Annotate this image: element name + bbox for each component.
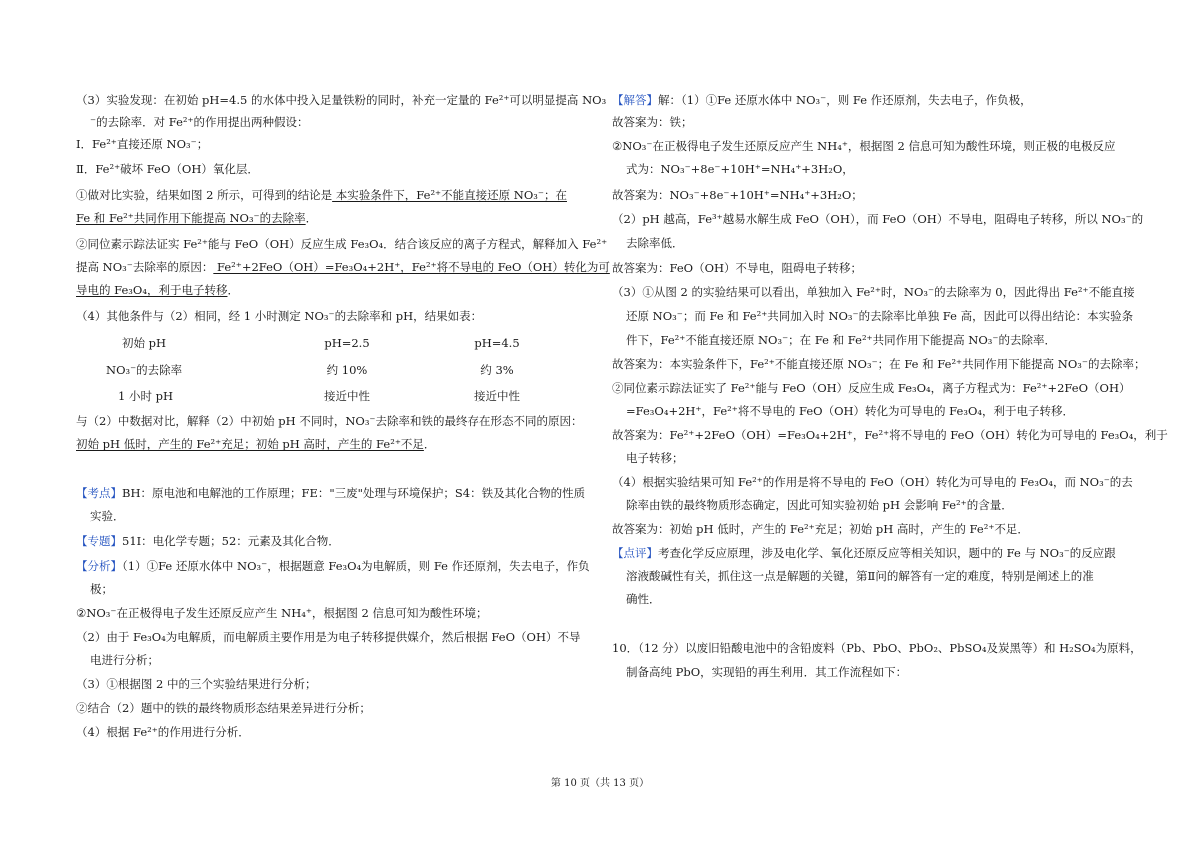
text-line: （3）①根据图 2 中的三个实验结果进行分析； bbox=[76, 677, 317, 691]
zhuanti-tag: 【专题】 bbox=[76, 534, 122, 548]
table-cell: 约 3% bbox=[480, 362, 514, 377]
fenxi-line bbox=[76, 558, 590, 574]
text-line: 故答案为：FeO（OH）不导电，阻碍电子转移； bbox=[612, 261, 863, 275]
answer-underlined: 初始 pH 低时，产生的 Fe²⁺充足；初始 pH 高时，产生的 Fe²⁺不足 bbox=[76, 437, 424, 451]
text-line: 实验． bbox=[90, 509, 125, 523]
text-line: （4）根据 Fe²⁺的作用进行分析． bbox=[76, 725, 250, 739]
zhuanti-line bbox=[76, 533, 340, 549]
table-cell: 约 10% bbox=[326, 362, 368, 377]
text-line: 故答案为：NO₃⁻+8e⁻+10H⁺=NH₄⁺+3H₂O； bbox=[612, 188, 863, 202]
table-cell: NO₃⁻的去除率 bbox=[106, 362, 183, 377]
dianping-tag: 【点评】 bbox=[612, 546, 658, 560]
kaodian-line bbox=[76, 485, 585, 501]
text-line: ②同位素示踪法证实 Fe²⁺能与 FeO（OH）反应生成 Fe₃O₄．结合该反应的离子方程式，解释加入 Fe²⁺ bbox=[76, 237, 608, 251]
kaodian-tag: 【考点】 bbox=[76, 486, 122, 500]
text-line: 故答案为：本实验条件下，Fe²⁺不能直接还原 NO₃⁻；在 Fe 和 Fe²⁺共同作用下能提高 NO₃⁻的去除率； bbox=[612, 357, 1146, 371]
punctuation: ． bbox=[227, 283, 239, 297]
dianping-text: 考查化学反应原理，涉及电化学、氧化还原反应等相关知识，题中的 Fe 与 NO₃⁻的反应跟 bbox=[658, 546, 1116, 560]
table-cell: 接近中性 bbox=[324, 389, 370, 404]
text-line bbox=[76, 187, 567, 203]
text-line: 极； bbox=[90, 582, 113, 596]
question-text: 提高 NO₃⁻去除率的原因： bbox=[76, 260, 214, 274]
text-line: 与（2）中数据对比，解释（2）中初始 pH 不同时，NO₃⁻去除率和铁的最终存在形态不同的原因： bbox=[76, 414, 583, 428]
text-line: =Fe₃O₄+2H⁺，Fe²⁺将不导电的 FeO（OH）转化为可导电的 Fe₃O₄，利于电子转移． bbox=[626, 404, 1074, 418]
data-table bbox=[96, 330, 572, 410]
text-line: （3）实验发现：在初始 pH=4.5 的水体中投入足量铁粉的同时，补充一定量的 Fe²⁺可以明显提高 NO₃ bbox=[76, 93, 607, 107]
text-line: 件下，Fe²⁺不能直接还原 NO₃⁻；在 Fe 和 Fe²⁺共同作用下能提高 NO₃⁻的去除率． bbox=[626, 333, 1056, 347]
punctuation: ． bbox=[305, 211, 318, 225]
text-line: Ⅱ．Fe²⁺破坏 FeO（OH）氧化层． bbox=[76, 162, 259, 176]
text-line: 还原 NO₃⁻；而 Fe 和 Fe²⁺共同加入时 NO₃⁻的去除率比单独 Fe 高，因此可以得出结论：本实验条 bbox=[626, 309, 1134, 323]
text-line bbox=[76, 210, 317, 226]
question-text: ①做对比实验，结果如图 2 所示，可得到的结论是 bbox=[76, 188, 333, 202]
text-line bbox=[76, 436, 435, 452]
text-line: （4）其他条件与（2）相同，经 1 小时测定 NO₃⁻的去除率和 pH，结果如表： bbox=[76, 309, 483, 323]
text-line: 电子转移； bbox=[626, 451, 684, 465]
fenxi-tag: 【分析】 bbox=[76, 559, 122, 573]
text-line: 式为：NO₃⁻+8e⁻+10H⁺=NH₄⁺+3H₂O， bbox=[626, 162, 854, 176]
question-10-line: 10．（12 分）以废旧铅酸电池中的含铅废料（Pb、PbO、PbO₂、PbSO₄及炭黑等）和 H₂SO₄为原料， bbox=[612, 641, 1142, 655]
jieda-text: 解：（1）①Fe 还原水体中 NO₃⁻，则 Fe 作还原剂，失去电子，作负极， bbox=[658, 93, 1032, 107]
text-line: 制备高纯 PbO，实现铅的再生利用．其工作流程如下： bbox=[626, 665, 908, 679]
text-line: （4）根据实验结果可知 Fe²⁺的作用是将不导电的 FeO（OH）转化为可导电的 Fe₃O₄，而 NO₃⁻的去 bbox=[612, 475, 1133, 489]
text-line: ②NO₃⁻在正极得电子发生还原反应产生 NH₄⁺，根据图 2 信息可知为酸性环境； bbox=[76, 606, 488, 620]
answer-underlined: 导电的 Fe₃O₄，利于电子转移 bbox=[76, 283, 228, 297]
table-row bbox=[96, 330, 572, 357]
table-row bbox=[96, 357, 572, 384]
table-cell: 初始 pH bbox=[122, 336, 167, 351]
text-line: 故答案为：铁； bbox=[612, 115, 693, 129]
table-cell: 1 小时 pH bbox=[118, 389, 174, 404]
punctuation: ． bbox=[423, 437, 436, 451]
table-row bbox=[96, 383, 572, 410]
table-cell: pH=4.5 bbox=[474, 336, 520, 351]
table-cell: pH=2.5 bbox=[324, 336, 370, 351]
page-footer: 第 10 页（共 13 页） bbox=[550, 778, 650, 789]
text-line: （2）pH 越高，Fe³⁺越易水解生成 FeO（OH），而 FeO（OH）不导电，阻碍电子转移，所以 NO₃⁻的 bbox=[612, 212, 1144, 226]
jieda-line bbox=[612, 92, 1032, 108]
text-line: ②同位素示踪法证实了 Fe²⁺能与 FeO（OH）反应生成 Fe₃O₄，离子方程式为：Fe²⁺+2FeO（OH） bbox=[612, 381, 1131, 395]
table-cell: 接近中性 bbox=[474, 389, 520, 404]
text-line: 确性． bbox=[626, 592, 661, 606]
answer-underlined: Fe 和 Fe²⁺共同作用下能提高 NO₃⁻的去除率 bbox=[76, 211, 306, 225]
text-line: ②结合（2）题中的铁的最终物质形态结果差异进行分析； bbox=[76, 701, 371, 715]
text-line: Ⅰ．Fe²⁺直接还原 NO₃⁻； bbox=[76, 137, 209, 151]
dianping-line bbox=[612, 545, 1116, 561]
text-line: 除率由铁的最终物质形态确定，因此可知实验初始 pH 会影响 Fe²⁺的含量． bbox=[626, 498, 1013, 512]
text-line: 去除率低． bbox=[626, 236, 684, 250]
text-line: 溶液酸碱性有关，抓住这一点是解题的关键，第Ⅱ问的解答有一定的难度，特别是阐述上的准 bbox=[626, 569, 1094, 583]
answer-underlined: Fe²⁺+2FeO（OH）=Fe₃O₄+2H⁺，Fe²⁺将不导电的 FeO（OH）转化为可 bbox=[213, 260, 610, 274]
answer-underlined: 本实验条件下，Fe²⁺不能直接还原 NO₃⁻；在 bbox=[332, 188, 567, 202]
text-line bbox=[76, 282, 239, 298]
text-line: 故答案为：Fe²⁺+2FeO（OH）=Fe₃O₄+2H⁺，Fe²⁺将不导电的 FeO（OH）转化为可导电的 Fe₃O₄，利于 bbox=[612, 428, 1168, 442]
fenxi-text: （1）①Fe 还原水体中 NO₃⁻，根据题意 Fe₃O₄为电解质，则 Fe 作还原剂，失去电子，作负 bbox=[122, 559, 590, 573]
jieda-tag: 【解答】 bbox=[612, 93, 658, 107]
kaodian-text: BH：原电池和电解池的工作原理；FE："三废"处理与环境保护；S4：铁及其化合物的性质 bbox=[122, 486, 586, 500]
zhuanti-text: 51I：电化学专题；52：元素及其化合物． bbox=[122, 534, 340, 548]
text-line: ⁻的去除率．对 Fe²⁺的作用提出两种假设： bbox=[90, 115, 309, 129]
text-line: 电进行分析； bbox=[90, 653, 159, 667]
text-line: （3）①从图 2 的实验结果可以看出，单独加入 Fe²⁺时，NO₃⁻的去除率为 0，因此得出 Fe²⁺不能直接 bbox=[612, 285, 1135, 299]
text-line: 故答案为：初始 pH 低时，产生的 Fe²⁺充足；初始 pH 高时，产生的 Fe²⁺不足． bbox=[612, 522, 1029, 536]
text-line: ②NO₃⁻在正极得电子发生还原反应产生 NH₄⁺，根据图 2 信息可知为酸性环境，则正极的电极反应 bbox=[612, 139, 1116, 153]
text-line bbox=[76, 259, 610, 275]
text-line: （2）由于 Fe₃O₄为电解质，而电解质主要作用是为电子转移提供媒介，然后根据 FeO（OH）不导 bbox=[76, 630, 581, 644]
